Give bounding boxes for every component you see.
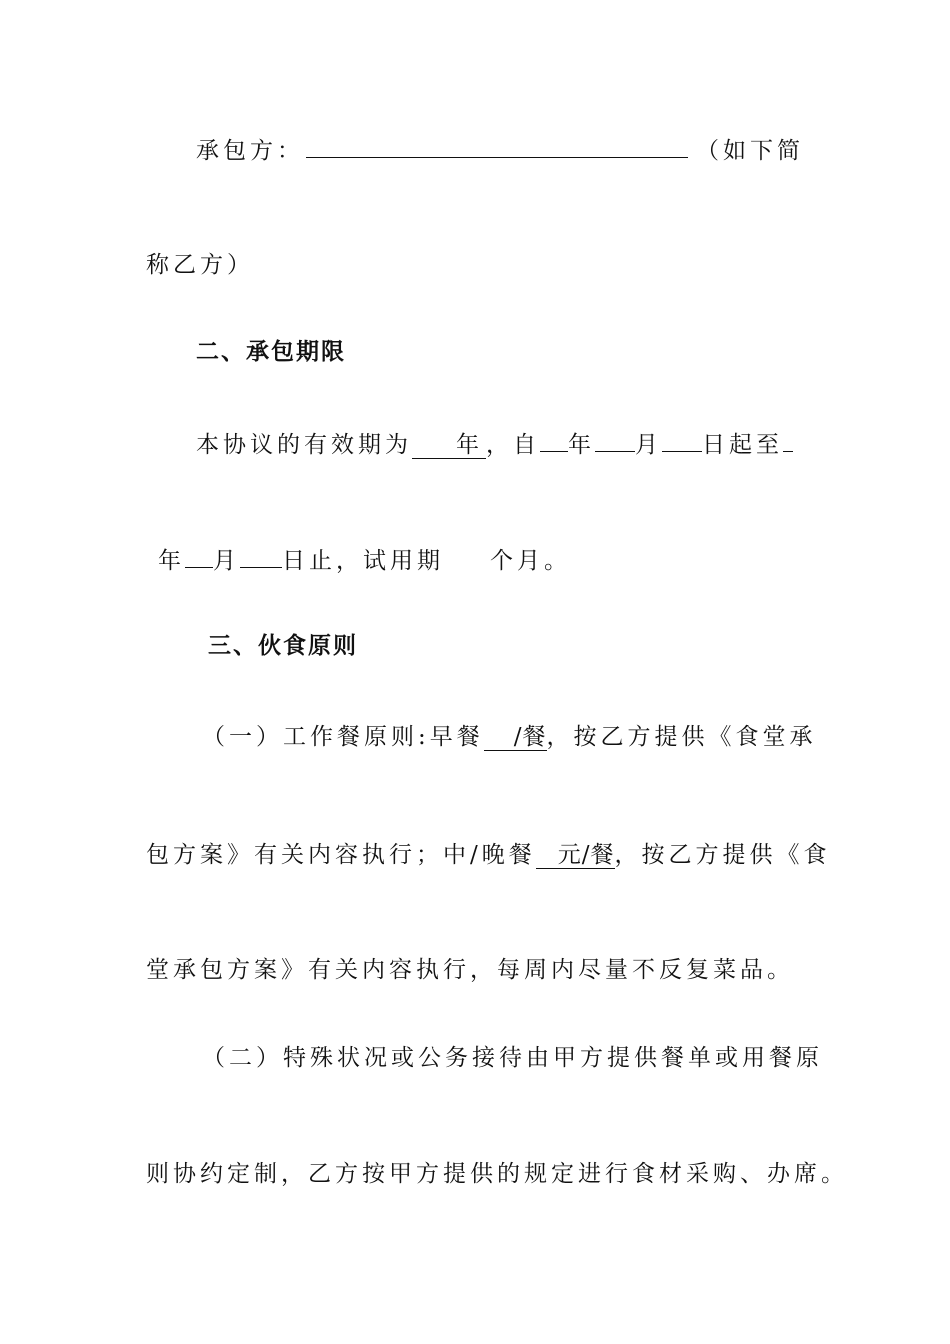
meals-text-g: 堂承包方案》有关内容执行，每周内尽量不反复菜品。 <box>146 957 794 983</box>
contractor-suffix: （如下简 <box>696 138 804 164</box>
section-heading-meals <box>208 631 358 661</box>
end-day-label: 日止，试用期 <box>282 548 444 574</box>
lunch-dinner-price-field <box>536 842 615 869</box>
end-day-blank <box>240 543 282 568</box>
heading-text: 三、伙食原则 <box>208 633 358 659</box>
special-text-a: （二）特殊状况或公务接待由甲方提供餐单或用餐原 <box>202 1045 823 1071</box>
trial-month-label: 个月。 <box>490 548 571 574</box>
contractor-blank <box>306 133 688 158</box>
start-year-blank <box>540 427 568 452</box>
special-line-1 <box>202 1043 823 1073</box>
breakfast-label: 早餐 <box>429 724 484 750</box>
term-year-label: 年 <box>456 432 480 458</box>
end-month-blank <box>185 543 213 568</box>
end-month-label: 月 <box>213 548 240 574</box>
breakfast-price-field <box>484 724 547 751</box>
start-day-blank <box>662 427 702 452</box>
section-heading-term <box>196 337 346 367</box>
start-year-label: 年 <box>568 432 595 458</box>
start-month-label: 月 <box>635 432 662 458</box>
term-text-a: 本协议的有效期为 <box>196 432 412 458</box>
special-line-2 <box>146 1159 848 1189</box>
contractor-line <box>196 133 804 166</box>
term-line-2 <box>158 543 571 576</box>
heading-text: 二、承包期限 <box>196 339 346 365</box>
term-line-1 <box>196 427 793 460</box>
start-day-label: 日起至 <box>702 432 783 458</box>
end-year-blank <box>783 427 793 452</box>
meals-line-1 <box>202 722 817 752</box>
contractor-label: 承包方： <box>196 138 304 164</box>
meals-text-e: 包方案》有关内容执行；中/晚餐 <box>146 842 536 868</box>
term-text-c: ，自 <box>486 432 540 458</box>
start-month-blank <box>595 427 635 452</box>
meals-text-d: ，按乙方提供《食堂承 <box>546 724 817 750</box>
meals-line-2 <box>146 840 831 870</box>
meals-text-f: ，按乙方提供《食 <box>614 842 831 868</box>
contractor-line-cont <box>146 250 254 280</box>
lunch-dinner-unit: 元/餐 <box>557 842 615 868</box>
meals-line-3 <box>146 955 794 985</box>
term-years-field <box>412 432 486 459</box>
special-text-b: 则协约定制，乙方按甲方提供的规定进行食材采购、办席。 <box>146 1161 848 1187</box>
end-year-label: 年 <box>158 548 185 574</box>
meals-text-a: （一）工作餐原则: <box>202 724 430 750</box>
breakfast-unit: /餐 <box>513 724 547 750</box>
contractor-abbrev: 称乙方） <box>146 252 254 278</box>
